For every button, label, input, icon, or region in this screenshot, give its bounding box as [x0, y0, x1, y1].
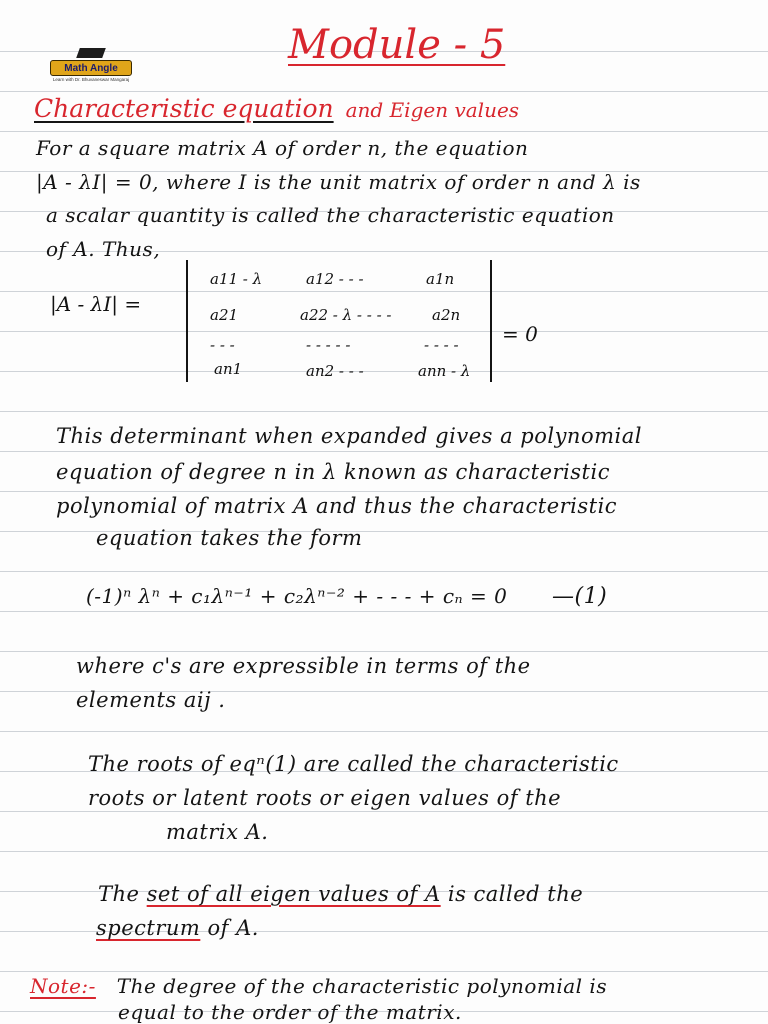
equation-tag: —(1)	[552, 584, 608, 609]
matrix-cell: an2 - - -	[306, 362, 364, 380]
para2-line-2: elements aij .	[76, 688, 226, 712]
matrix-cell: - - - -	[424, 336, 459, 354]
para3-line-3: matrix A.	[166, 820, 269, 844]
logo-name: Math Angle	[50, 60, 132, 76]
determinant-matrix	[186, 260, 492, 382]
para3-line-2: roots or latent roots or eigen values of the	[88, 786, 562, 810]
intro-line-1: For a square matrix A of order n, the equation	[36, 136, 529, 160]
matrix-cell: a22 - λ - - - -	[300, 306, 392, 324]
section-heading	[34, 94, 519, 123]
matrix-cell: a2n	[432, 306, 461, 324]
para3-line-1: The roots of eqⁿ(1) are called the characteristic	[88, 752, 619, 776]
characteristic-equation: (-1)ⁿ λⁿ + c₁λⁿ⁻¹ + c₂λⁿ⁻² + - - - + cₙ = 0	[86, 584, 508, 608]
logo-tagline: Learn with Dr. Bhuvaneswar Mangaraj	[52, 77, 130, 82]
para2-line-1: where c's are expressible in terms of the	[76, 654, 531, 678]
para4-text: of A.	[207, 916, 259, 940]
matrix-cell: a12 - - -	[306, 270, 364, 288]
para1-line-2: equation of degree n in λ known as characteristic	[56, 460, 610, 484]
note-line-1	[30, 974, 607, 998]
spectrum-term: spectrum	[96, 916, 201, 940]
intro-line-2: |A - λI| = 0, where I is the unit matrix of order n and λ is	[36, 170, 641, 194]
determinant-lhs: |A - λI| =	[50, 292, 142, 316]
para1-line-4: equation takes the form	[96, 526, 363, 550]
matrix-cell: ann - λ	[418, 362, 471, 380]
heading-rest: and Eigen values	[345, 98, 520, 122]
matrix-cell: a1n	[426, 270, 455, 288]
para4-line-2	[96, 916, 259, 940]
note-label: Note:-	[30, 974, 96, 998]
intro-line-3: a scalar quantity is called the characteristic equation	[46, 203, 615, 227]
para1-line-3: polynomial of matrix A and thus the characteristic	[56, 494, 618, 518]
graduation-cap-icon	[76, 48, 106, 58]
para4-highlight: set of all eigen values of A	[146, 882, 441, 906]
para1-line-1: This determinant when expanded gives a polynomial	[56, 424, 642, 448]
matrix-cell: - - - - -	[306, 336, 351, 354]
page-title: Module - 5	[288, 22, 506, 68]
math-angle-logo	[50, 48, 132, 84]
matrix-cell: - - -	[210, 336, 235, 354]
matrix-cell: a11 - λ	[210, 270, 263, 288]
determinant-rhs: = 0	[502, 322, 538, 346]
para4-text: is called the	[447, 882, 584, 906]
note-line-2: equal to the order of the matrix.	[118, 1000, 462, 1024]
para4-text: The	[98, 882, 140, 906]
matrix-cell: a21	[210, 306, 239, 324]
intro-line-4: of A. Thus,	[46, 237, 161, 261]
matrix-cell: an1	[214, 360, 243, 378]
para4-line-1	[98, 882, 583, 906]
note-text: The degree of the characteristic polynomial is	[116, 974, 608, 998]
heading-underlined: Characteristic equation	[34, 94, 334, 123]
